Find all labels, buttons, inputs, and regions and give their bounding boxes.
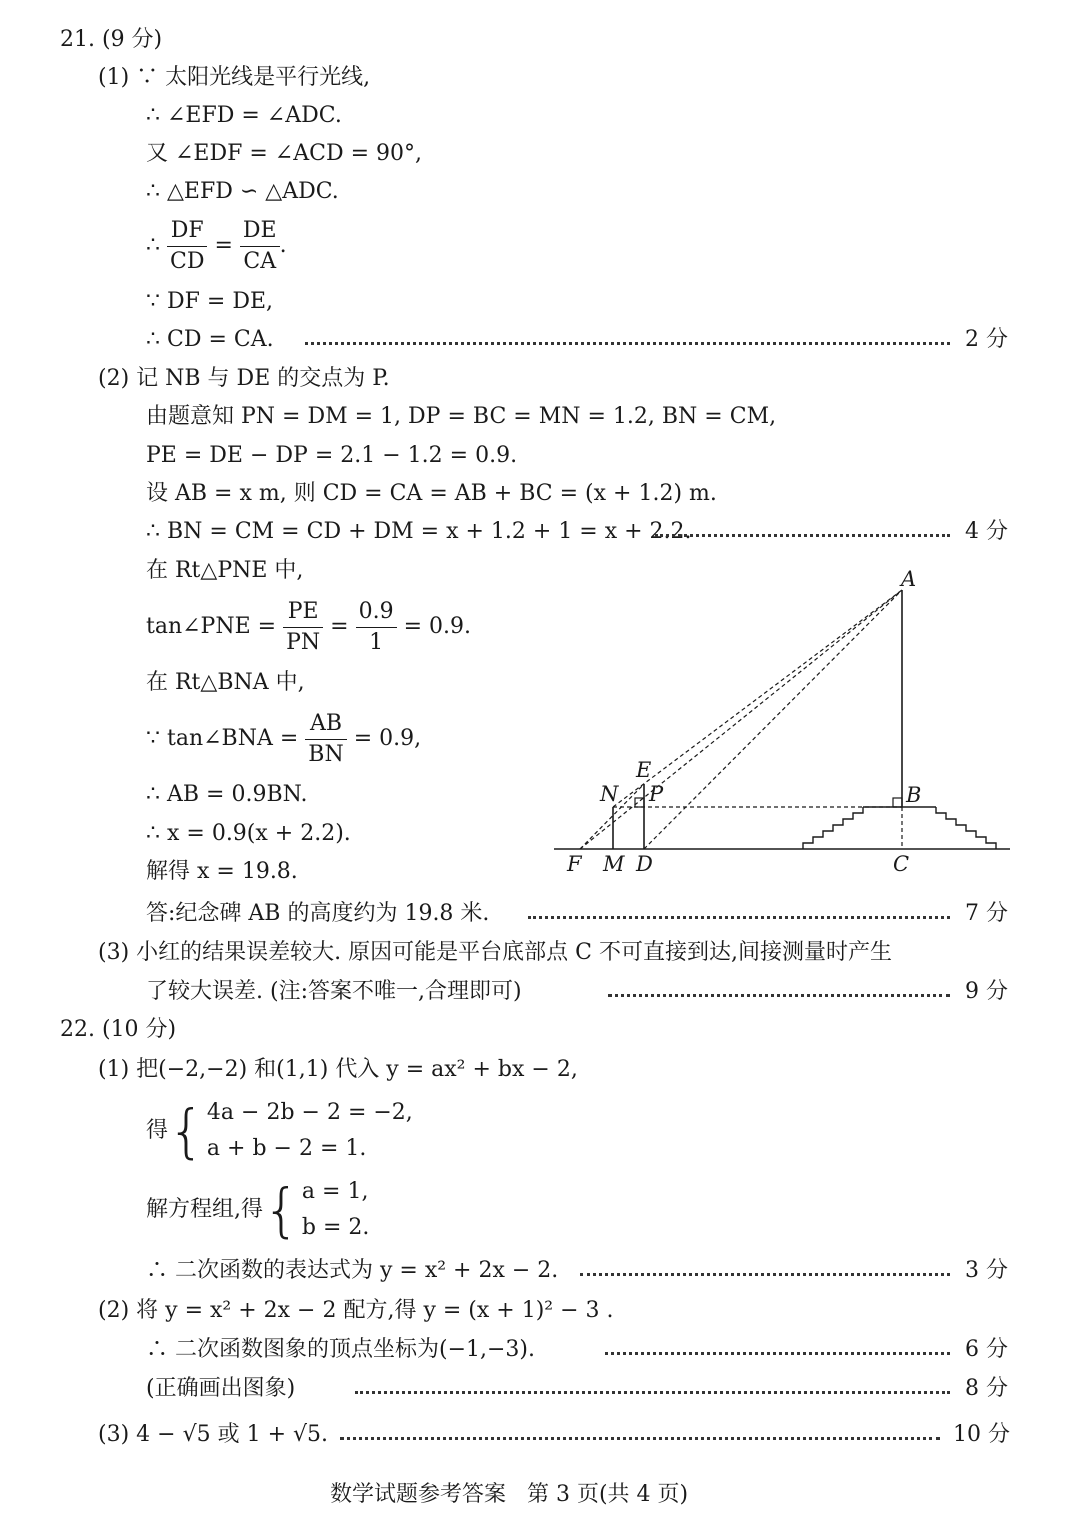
- score-label: 8 分: [965, 1376, 1008, 1401]
- q21-p2-line1: (2) 记 NB 与 DE 的交点为 P.: [98, 366, 390, 391]
- q21-p2-line12: 解得 x = 19.8.: [146, 859, 298, 884]
- q21-header: 21. (9 分): [60, 27, 163, 52]
- label-n: N: [600, 782, 619, 806]
- period: .: [279, 233, 287, 258]
- dot-leader: [605, 1352, 950, 1355]
- fraction-pe-pn: [283, 597, 323, 658]
- geometry-figure: [550, 560, 1020, 890]
- score-label: 2 分: [965, 327, 1008, 352]
- result: = 0.9.: [403, 614, 472, 639]
- q22-p1-line1: (1) 把(−2,−2) 和(1,1) 代入 y = ax² + bx − 2,: [98, 1057, 578, 1082]
- q21-p2-line3: PE = DE − DP = 2.1 − 1.2 = 0.9.: [146, 443, 518, 468]
- q21-p1-line2: ∴ ∠EFD = ∠ADC.: [146, 103, 342, 128]
- q22-p2-line2: ∴ 二次函数图象的顶点坐标为(−1,−3).: [146, 1337, 536, 1362]
- equation-system: [207, 1095, 413, 1167]
- q21-p1-line6: ∵ DF = DE,: [146, 289, 274, 314]
- score-label: 10 分: [953, 1422, 1010, 1447]
- result: = 0.9,: [353, 726, 422, 751]
- label-c: C: [893, 852, 910, 876]
- q22-header: 22. (10 分): [60, 1017, 177, 1042]
- label-p: P: [649, 782, 664, 806]
- q21-p2-answer: 答:纪念碑 AB 的高度约为 19.8 米.: [146, 901, 490, 926]
- tan-pne-label: tan∠PNE =: [146, 614, 277, 639]
- q21-p1-line4: ∴ △EFD ∽ △ADC.: [146, 179, 339, 204]
- score-label: 3 分: [965, 1258, 1008, 1283]
- fraction-numerator: AB: [305, 709, 346, 740]
- q21-p2-line11: ∴ x = 0.9(x + 2.2).: [146, 821, 351, 846]
- q21-p1-line3: 又 ∠EDF = ∠ACD = 90°,: [146, 141, 423, 166]
- tan-bna-label: ∵ tan∠BNA =: [146, 726, 299, 751]
- q21-p2-line2: 由题意知 PN = DM = 1, DP = BC = MN = 1.2, BN = CM,: [146, 404, 777, 429]
- q21-p2-tan-bna-line: [146, 707, 421, 771]
- q21-p2-line8: 在 Rt△BNA 中,: [146, 670, 305, 695]
- fraction-denominator: CD: [170, 248, 205, 274]
- q22-p1-line4: ∴ 二次函数的表达式为 y = x² + 2x − 2.: [146, 1258, 559, 1283]
- q21-p2-line5: ∴ BN = CM = CD + DM = x + 1.2 + 1 = x + 2.2.: [146, 519, 692, 544]
- platform-steps-right: [936, 807, 996, 849]
- score-label: 7 分: [965, 901, 1008, 926]
- score-label: 4 分: [965, 519, 1008, 544]
- fraction-numerator: DF: [167, 216, 207, 247]
- right-angle-mark-b: [893, 798, 902, 807]
- brace-icon: {: [263, 1176, 300, 1244]
- line-na: [613, 590, 902, 807]
- fraction-ab-bn: [305, 709, 346, 770]
- label-m: M: [603, 852, 625, 876]
- q21-p1-fraction-line: [146, 214, 287, 278]
- q21-p1-line1: (1) ∵ 太阳光线是平行光线,: [98, 65, 371, 90]
- q21-p3-line2: 了较大误差. (注:答案不唯一,合理即可): [146, 979, 522, 1004]
- q21-p3-line1: (3) 小红的结果误差较大. 原因可能是平台底部点 C 不可直接到达,间接测量时产生: [98, 940, 892, 965]
- dot-leader: [580, 1273, 950, 1276]
- q21-p2-tan-pne-line: [146, 595, 471, 659]
- dot-leader: [305, 342, 950, 345]
- equation: b = 2.: [301, 1215, 370, 1240]
- score-label: 6 分: [965, 1337, 1008, 1362]
- q21-p2-line10: ∴ AB = 0.9BN.: [146, 782, 308, 807]
- solve-label: 解方程组,得: [146, 1197, 263, 1222]
- dot-leader: [340, 1437, 940, 1440]
- label-f: F: [567, 852, 582, 876]
- q22-p2-line1: (2) 将 y = x² + 2x − 2 配方,得 y = (x + 1)² − 3 .: [98, 1298, 614, 1323]
- fraction-numerator: PE: [283, 597, 323, 628]
- label-b: B: [906, 783, 922, 807]
- label-a: A: [901, 567, 917, 591]
- fraction-numerator: DE: [240, 216, 280, 247]
- q22-p1-system2: [146, 1172, 369, 1248]
- page-footer: 数学试题参考答案 第 3 页(共 4 页): [330, 1482, 689, 1507]
- equation: 4a − 2b − 2 = −2,: [206, 1100, 413, 1125]
- fraction-de-ca: [240, 216, 280, 277]
- score-label: 9 分: [965, 979, 1008, 1004]
- dot-leader: [355, 1391, 950, 1394]
- brace-icon: {: [168, 1097, 205, 1165]
- q22-p1-system1: [146, 1093, 413, 1169]
- label-d: D: [636, 852, 653, 876]
- equals-sign: =: [214, 233, 233, 258]
- fraction-denominator: 1: [369, 629, 384, 655]
- q21-p2-line6: 在 Rt△PNE 中,: [146, 558, 304, 583]
- fraction-numerator: 0.9: [356, 597, 397, 628]
- fraction-df-cd: [167, 216, 207, 277]
- fraction-denominator: BN: [308, 741, 344, 767]
- fraction-denominator: PN: [286, 629, 321, 655]
- q22-p2-line3: (正确画出图象): [146, 1376, 296, 1401]
- equation: a = 1,: [301, 1179, 369, 1204]
- fraction-denominator: CA: [243, 248, 277, 274]
- fraction-09-1: [356, 597, 397, 658]
- label-e: E: [636, 758, 652, 782]
- platform-steps-left: [803, 807, 863, 849]
- de-label: 得: [146, 1118, 169, 1143]
- dot-leader: [608, 994, 950, 997]
- q22-p3-line1: (3) 4 − √5 或 1 + √5.: [98, 1422, 329, 1447]
- dot-leader: [655, 534, 950, 537]
- sun-ray-fa: [580, 590, 902, 849]
- therefore-sign: ∴: [146, 233, 160, 258]
- equals-sign: =: [330, 614, 349, 639]
- q21-p2-line4: 设 AB = x m, 则 CD = CA = AB + BC = (x + 1.2) m.: [146, 481, 717, 506]
- equation-system: [302, 1174, 370, 1246]
- equation: a + b − 2 = 1.: [206, 1136, 367, 1161]
- q21-p1-line7: ∴ CD = CA.: [146, 327, 274, 352]
- dot-leader: [528, 916, 950, 919]
